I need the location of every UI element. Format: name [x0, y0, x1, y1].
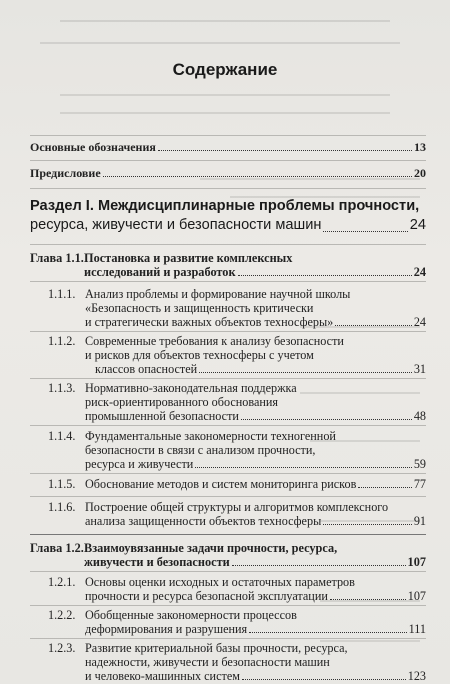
item-text-line: Анализ проблемы и формирование научной школы: [85, 287, 351, 301]
item-number: 1.1.5.: [48, 477, 76, 491]
divider: [30, 638, 426, 639]
dot-leader: [241, 419, 412, 420]
page-number: 123: [407, 669, 426, 683]
page-number: 107: [407, 589, 426, 603]
divider: [30, 281, 426, 282]
chapter-title-last-line: живучести и безопасности 107: [84, 555, 426, 569]
divider: [30, 571, 426, 572]
item-number: 1.1.3.: [48, 381, 76, 395]
chapter-title-line: Взаимоувязанные задачи прочности, ресурса,: [84, 541, 338, 555]
item-text-line: Фундаментальные закономерности техногенной: [85, 429, 336, 443]
divider: [30, 425, 426, 426]
item-last-line: и стратегически важных объектов техносферы» 24: [85, 315, 426, 329]
item-text-line: Обобщенные закономерности процессов: [85, 608, 297, 622]
chapter-number: Глава 1.1.: [30, 251, 84, 265]
item-text-line: Построение общей структуры и алгоритмов комплексного: [85, 500, 389, 514]
item-text-line: и рисков для объектов техносферы с учетом: [85, 348, 314, 362]
item-last-line: ресурса и живучести 59: [85, 457, 426, 471]
item-text-line: Развитие критериальной базы прочности, ресурса,: [85, 641, 348, 655]
item-text-line: Основы оценки исходных и остаточных параметров: [85, 575, 355, 589]
item-text-line: риск-ориентированного обоснования: [85, 395, 279, 409]
item-last-line: Обоснование методов и систем мониторинга рисков 77: [85, 477, 426, 491]
item-last-line: прочности и ресурса безопасной эксплуатации 107: [85, 589, 426, 603]
toc-chapter-1-1[interactable]: [30, 251, 426, 279]
item-text-line: Нормативно-законодательная поддержка: [85, 381, 297, 395]
chapter-title-last-line: исследований и разработок 24: [84, 265, 426, 279]
toc-item-1-1-6[interactable]: [30, 500, 426, 528]
divider: [30, 244, 426, 245]
toc-chapter-1-2[interactable]: [30, 541, 426, 569]
dot-leader: [103, 176, 412, 177]
toc-item-1-2-3[interactable]: [30, 641, 426, 683]
item-text-line: «Безопасность и защищенность критически: [85, 301, 314, 315]
divider: [30, 605, 426, 606]
dot-leader: [232, 565, 406, 566]
toc-entry-preface[interactable]: [30, 166, 426, 180]
item-number: 1.1.2.: [48, 334, 76, 348]
item-text-line: безопасности в связи с анализом прочности,: [85, 443, 316, 457]
page-number: 20: [414, 166, 426, 180]
page-number: 31: [413, 362, 426, 376]
item-last-line: промышленной безопасности 48: [85, 409, 426, 423]
item-number: 1.2.2.: [48, 608, 76, 622]
page-title: Содержание: [172, 60, 278, 79]
chapter-title-line: Постановка и развитие комплексных: [84, 251, 293, 265]
divider: [30, 331, 426, 332]
divider: [30, 188, 426, 189]
page-number: 111: [408, 622, 426, 636]
item-last-line: и человеко-машинных систем 123: [85, 669, 426, 683]
item-last-line: анализа защищенности объектов техносферы 91: [85, 514, 426, 528]
section-title-last-line: ресурса, живучести и безопасности машин 24: [30, 217, 426, 233]
dot-leader: [358, 487, 411, 488]
toc-item-1-1-1[interactable]: [30, 287, 426, 329]
dot-leader: [242, 679, 406, 680]
divider: [30, 160, 426, 161]
toc-section-1[interactable]: [30, 197, 426, 235]
page-number: 107: [407, 555, 426, 569]
item-number: 1.2.3.: [48, 641, 76, 655]
page-number: 24: [413, 315, 426, 329]
toc-item-1-2-1[interactable]: [30, 575, 426, 603]
toc-item-1-1-3[interactable]: [30, 381, 426, 423]
divider: [30, 496, 426, 497]
toc-item-1-1-5[interactable]: [30, 477, 426, 491]
divider: [30, 135, 426, 136]
dot-leader: [158, 150, 412, 151]
entry-title: Предисловие: [30, 166, 101, 180]
item-number: 1.1.4.: [48, 429, 76, 443]
item-number: 1.1.1.: [48, 287, 76, 301]
dot-leader: [323, 231, 407, 232]
divider: [30, 534, 426, 535]
page-number: 13: [414, 140, 426, 154]
dot-leader: [323, 524, 412, 525]
dot-leader: [249, 632, 406, 633]
divider: [30, 378, 426, 379]
page-number: 24: [413, 265, 426, 279]
dot-leader: [330, 599, 406, 600]
dot-leader: [335, 325, 412, 326]
item-last-line: деформирования и разрушения 111: [85, 622, 426, 636]
toc-item-1-2-2[interactable]: [30, 608, 426, 636]
item-number: 1.2.1.: [48, 575, 76, 589]
divider: [30, 473, 426, 474]
item-text-line: Современные требования к анализу безопасности: [85, 334, 344, 348]
dot-leader: [195, 467, 412, 468]
dot-leader: [238, 275, 412, 276]
item-last-line: классов опасностей 31: [95, 362, 426, 376]
item-text-line: надежности, живучести и безопасности машин: [85, 655, 330, 669]
page-number: 77: [413, 477, 426, 491]
entry-title: Основные обозначения: [30, 140, 156, 154]
item-number: 1.1.6.: [48, 500, 76, 514]
toc-item-1-1-4[interactable]: [30, 429, 426, 471]
toc-entry-symbols[interactable]: [30, 140, 426, 154]
page-number: 59: [413, 457, 426, 471]
section-title-line: Раздел I. Междисциплинарные проблемы прочности,: [30, 198, 420, 214]
chapter-number: Глава 1.2.: [30, 541, 84, 555]
page-number: 91: [413, 514, 426, 528]
dot-leader: [199, 372, 412, 373]
page-number: 48: [413, 409, 426, 423]
toc-item-1-1-2[interactable]: [30, 334, 426, 376]
page-number: 24: [409, 217, 426, 233]
